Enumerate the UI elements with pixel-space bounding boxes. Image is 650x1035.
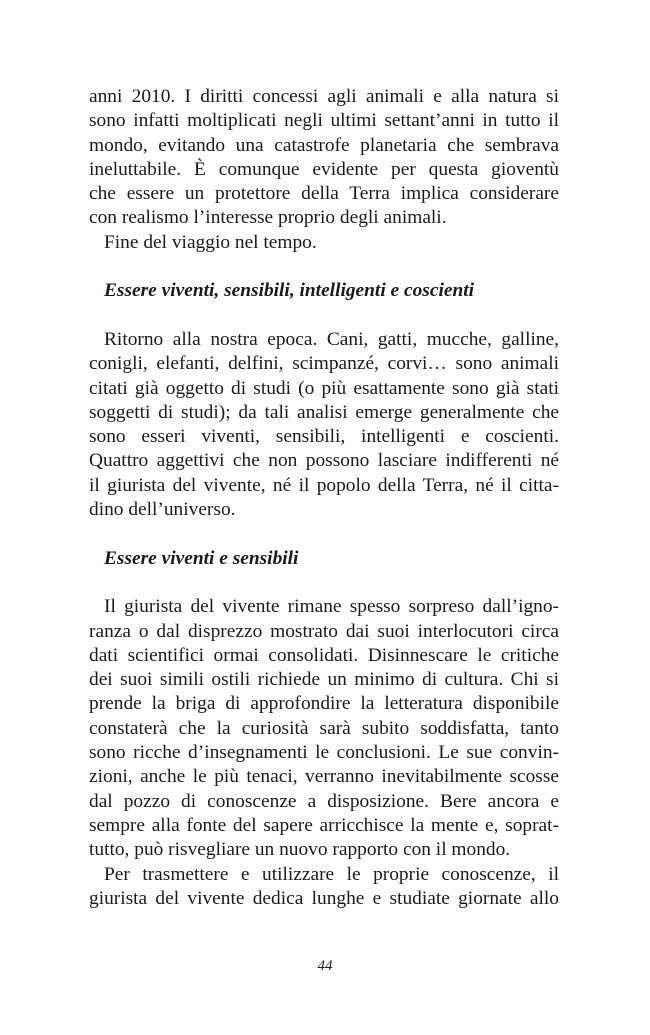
section-heading: Essere viventi, sensibili, intelligenti e coscienti: [104, 280, 475, 302]
text-line: Quattro aggettivi che non possono lasciare indifferenti né: [89, 450, 559, 472]
text-line: Il giurista del vivente rimane spesso sorpreso dall’igno-: [104, 596, 559, 618]
blank-line: [89, 304, 559, 328]
text-line: citati già oggetto di studi (o più esattamente sono già stati: [89, 377, 559, 399]
text-line: anni 2010. I diritti concessi agli animali e alla natura si: [89, 86, 559, 107]
blank-line: [89, 255, 559, 279]
blank-line: [89, 571, 559, 595]
text-line: zioni, anche le più tenaci, verranno inevitabilmente scosse: [89, 766, 559, 788]
text-line: giurista del vivente dedica lunghe e studiate giornate allo: [89, 887, 559, 909]
text-line: sono esseri viventi, sensibili, intelligenti e coscienti.: [89, 426, 559, 448]
text-line: con realismo l’interesse proprio degli animali.: [89, 207, 447, 229]
paragraph: [89, 595, 559, 862]
text-line: sono infatti moltiplicati negli ultimi settant’anni in tutto il: [89, 110, 559, 132]
text-line: Per trasmettere e utilizzare le proprie conoscenze, il: [104, 863, 559, 885]
text-line: soggetti di studi); da tali analisi emerge generalmente che: [89, 401, 559, 423]
paragraph: [89, 863, 559, 912]
paragraph: [89, 85, 559, 231]
text-line: dino dell’universo.: [89, 499, 236, 521]
page-body-text: [89, 85, 559, 911]
section-heading: Essere viventi e sensibili: [104, 547, 299, 569]
text-line: Fine del viaggio nel tempo.: [104, 231, 317, 253]
text-line: prende la briga di approfondire la letteratura disponibile: [89, 693, 559, 715]
text-line: Ritorno alla nostra epoca. Cani, gatti, mucche, galline,: [104, 328, 559, 350]
paragraph: [89, 328, 559, 522]
text-line: dei suoi simili ostili richiede un minimo di cultura. Chi si: [89, 669, 559, 691]
text-line: conigli, elefanti, delfini, scimpanzé, corvi… sono animali: [89, 353, 559, 375]
text-line: constaterà che la curiosità sarà subito soddisfatta, tanto: [89, 717, 559, 739]
paragraph: [89, 231, 559, 255]
text-line: tutto, può risvegliare un nuovo rapporto con il mondo.: [89, 839, 511, 861]
text-line: il giurista del vivente, né il popolo della Terra, né il citta-: [89, 474, 559, 496]
text-line: dati scientifici ormai consolidati. Disinnescare le critiche: [89, 644, 559, 666]
text-line: dal pozzo di conoscenze a disposizione. Bere ancora e: [89, 790, 559, 812]
text-line: mondo, evitando una catastrofe planetaria che sembrava: [89, 134, 559, 156]
text-line: ranza o dal disprezzo mostrato dai suoi interlocutori circa: [89, 620, 559, 642]
text-line: ineluttabile. È comunque evidente per questa gioventù: [89, 158, 559, 180]
page-number: 44: [317, 958, 333, 974]
text-line: sono ricche d’insegnamenti le conclusioni. Le sue convin-: [89, 742, 559, 764]
blank-line: [89, 522, 559, 546]
text-line: che essere un protettore della Terra implica considerare: [89, 183, 559, 205]
text-line: sempre alla fonte del sapere arricchisce la mente e, soprat-: [89, 814, 559, 836]
